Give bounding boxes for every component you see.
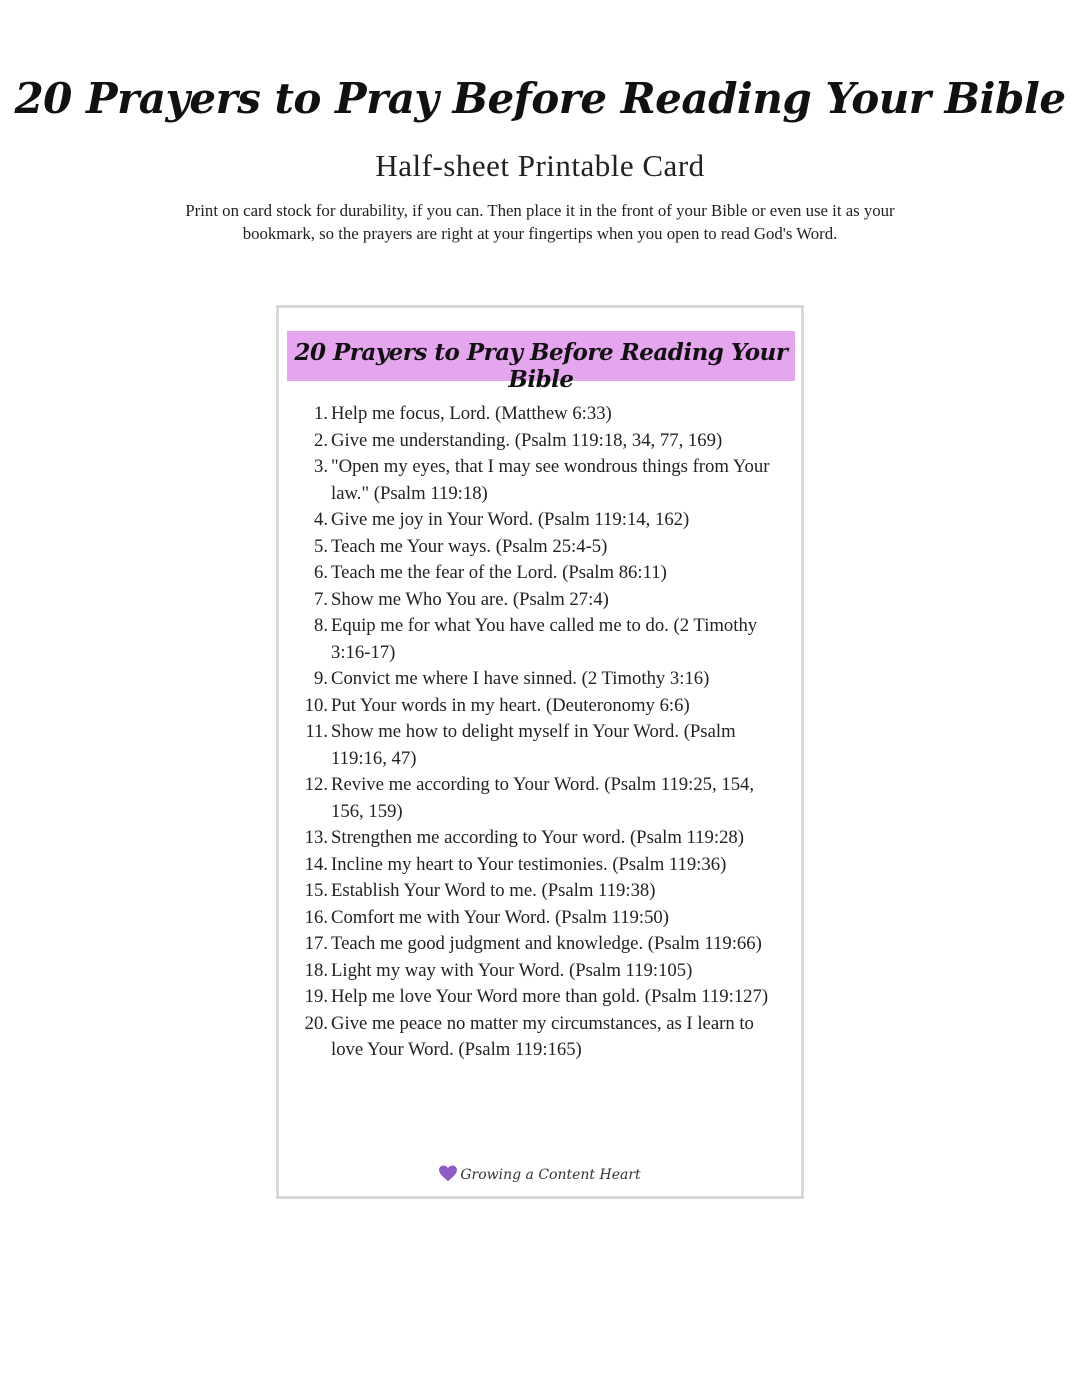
prayer-text: Teach me good judgment and knowledge. (Psalm 119:66) bbox=[331, 933, 762, 954]
prayer-text: Give me peace no matter my circumstances, as I learn to love Your Word. (Psalm 119:165) bbox=[331, 1012, 754, 1060]
prayer-item bbox=[279, 613, 801, 666]
prayer-item bbox=[279, 507, 801, 534]
prayer-number: 3. bbox=[313, 456, 328, 477]
prayer-number: 4. bbox=[313, 509, 328, 530]
prayer-text: Give me joy in Your Word. (Psalm 119:14, 162) bbox=[331, 509, 690, 530]
prayer-item bbox=[279, 958, 801, 985]
page-title: 20 Prayers to Pray Before Reading Your Bible bbox=[14, 74, 1066, 123]
prayer-card bbox=[276, 305, 804, 1199]
prayer-number: 1. bbox=[313, 403, 328, 424]
prayer-number: 5. bbox=[313, 535, 328, 557]
prayer-text: Light my way with Your Word. (Psalm 119:105) bbox=[331, 959, 693, 981]
prayer-item bbox=[279, 1011, 801, 1064]
prayer-number: 6. bbox=[313, 562, 328, 583]
prayer-item bbox=[279, 772, 801, 825]
prayer-text: Put Your words in my heart. (Deuteronomy 6:6) bbox=[331, 694, 690, 716]
prayer-item bbox=[279, 931, 801, 958]
prayer-number: 19. bbox=[304, 986, 328, 1007]
prayer-number: 15. bbox=[304, 880, 328, 901]
prayer-item bbox=[279, 878, 801, 905]
prayer-text: Establish Your Word to me. (Psalm 119:38) bbox=[331, 880, 656, 901]
prayer-item bbox=[279, 905, 801, 932]
brand-footer bbox=[279, 1165, 801, 1183]
prayer-item bbox=[279, 852, 801, 879]
prayer-item bbox=[279, 666, 801, 693]
prayer-number: 18. bbox=[304, 959, 328, 981]
prayer-number: 17. bbox=[304, 933, 328, 954]
prayer-number: 2. bbox=[313, 429, 328, 451]
prayer-list bbox=[279, 401, 801, 1064]
prayer-text: Comfort me with Your Word. (Psalm 119:50) bbox=[331, 906, 669, 928]
prayer-number: 11. bbox=[305, 721, 328, 742]
prayer-item bbox=[279, 560, 801, 587]
prayer-text: "Open my eyes, that I may see wondrous things from Your law." (Psalm 119:18) bbox=[331, 456, 770, 504]
prayer-item bbox=[279, 693, 801, 720]
prayer-number: 14. bbox=[304, 853, 328, 875]
brand-name: Growing a Content Heart bbox=[460, 1167, 641, 1183]
prayer-number: 20. bbox=[304, 1012, 328, 1034]
prayer-text: Give me understanding. (Psalm 119:18, 34, 77, 169) bbox=[331, 429, 723, 451]
intro-text: Print on card stock for durability, if you can. Then place it in the front of your Bible or even use it as your bookmark, so the prayers are right at your fingertips when you open to read God's Word. bbox=[185, 201, 895, 243]
prayer-number: 9. bbox=[313, 668, 328, 689]
prayer-item bbox=[279, 428, 801, 455]
prayer-number: 12. bbox=[304, 774, 328, 795]
card-title: 20 Prayers to Pray Before Reading Your Bible bbox=[294, 339, 788, 393]
prayer-number: 16. bbox=[304, 906, 328, 928]
prayer-number: 13. bbox=[304, 827, 328, 848]
heart-icon bbox=[439, 1165, 457, 1182]
prayer-item bbox=[279, 401, 801, 428]
prayer-text: Revive me according to Your Word. (Psalm 119:25, 154, 156, 159) bbox=[331, 774, 755, 822]
prayer-text: Teach me Your ways. (Psalm 25:4-5) bbox=[331, 535, 608, 557]
prayer-item bbox=[279, 825, 801, 852]
prayer-text: Incline my heart to Your testimonies. (Psalm 119:36) bbox=[331, 853, 727, 875]
prayer-number: 10. bbox=[304, 694, 328, 716]
prayer-text: Show me how to delight myself in Your Word. (Psalm 119:16, 47) bbox=[331, 721, 736, 769]
prayer-item bbox=[279, 534, 801, 561]
card-title-banner bbox=[287, 331, 795, 393]
prayer-text: Help me love Your Word more than gold. (Psalm 119:127) bbox=[331, 986, 769, 1007]
prayer-text: Convict me where I have sinned. (2 Timothy 3:16) bbox=[331, 668, 710, 689]
prayer-number: 7. bbox=[313, 588, 328, 610]
page-subtitle: Half-sheet Printable Card bbox=[375, 148, 705, 183]
prayer-text: Help me focus, Lord. (Matthew 6:33) bbox=[331, 403, 612, 424]
prayer-item bbox=[279, 454, 801, 507]
prayer-text: Strengthen me according to Your word. (Psalm 119:28) bbox=[331, 827, 744, 848]
prayer-number: 8. bbox=[313, 615, 328, 636]
prayer-text: Show me Who You are. (Psalm 27:4) bbox=[331, 588, 609, 610]
prayer-item bbox=[279, 984, 801, 1011]
prayer-item bbox=[279, 719, 801, 772]
prayer-text: Teach me the fear of the Lord. (Psalm 86:11) bbox=[331, 562, 667, 583]
prayer-item bbox=[279, 587, 801, 614]
prayer-text: Equip me for what You have called me to do. (2 Timothy 3:16-17) bbox=[331, 615, 758, 663]
